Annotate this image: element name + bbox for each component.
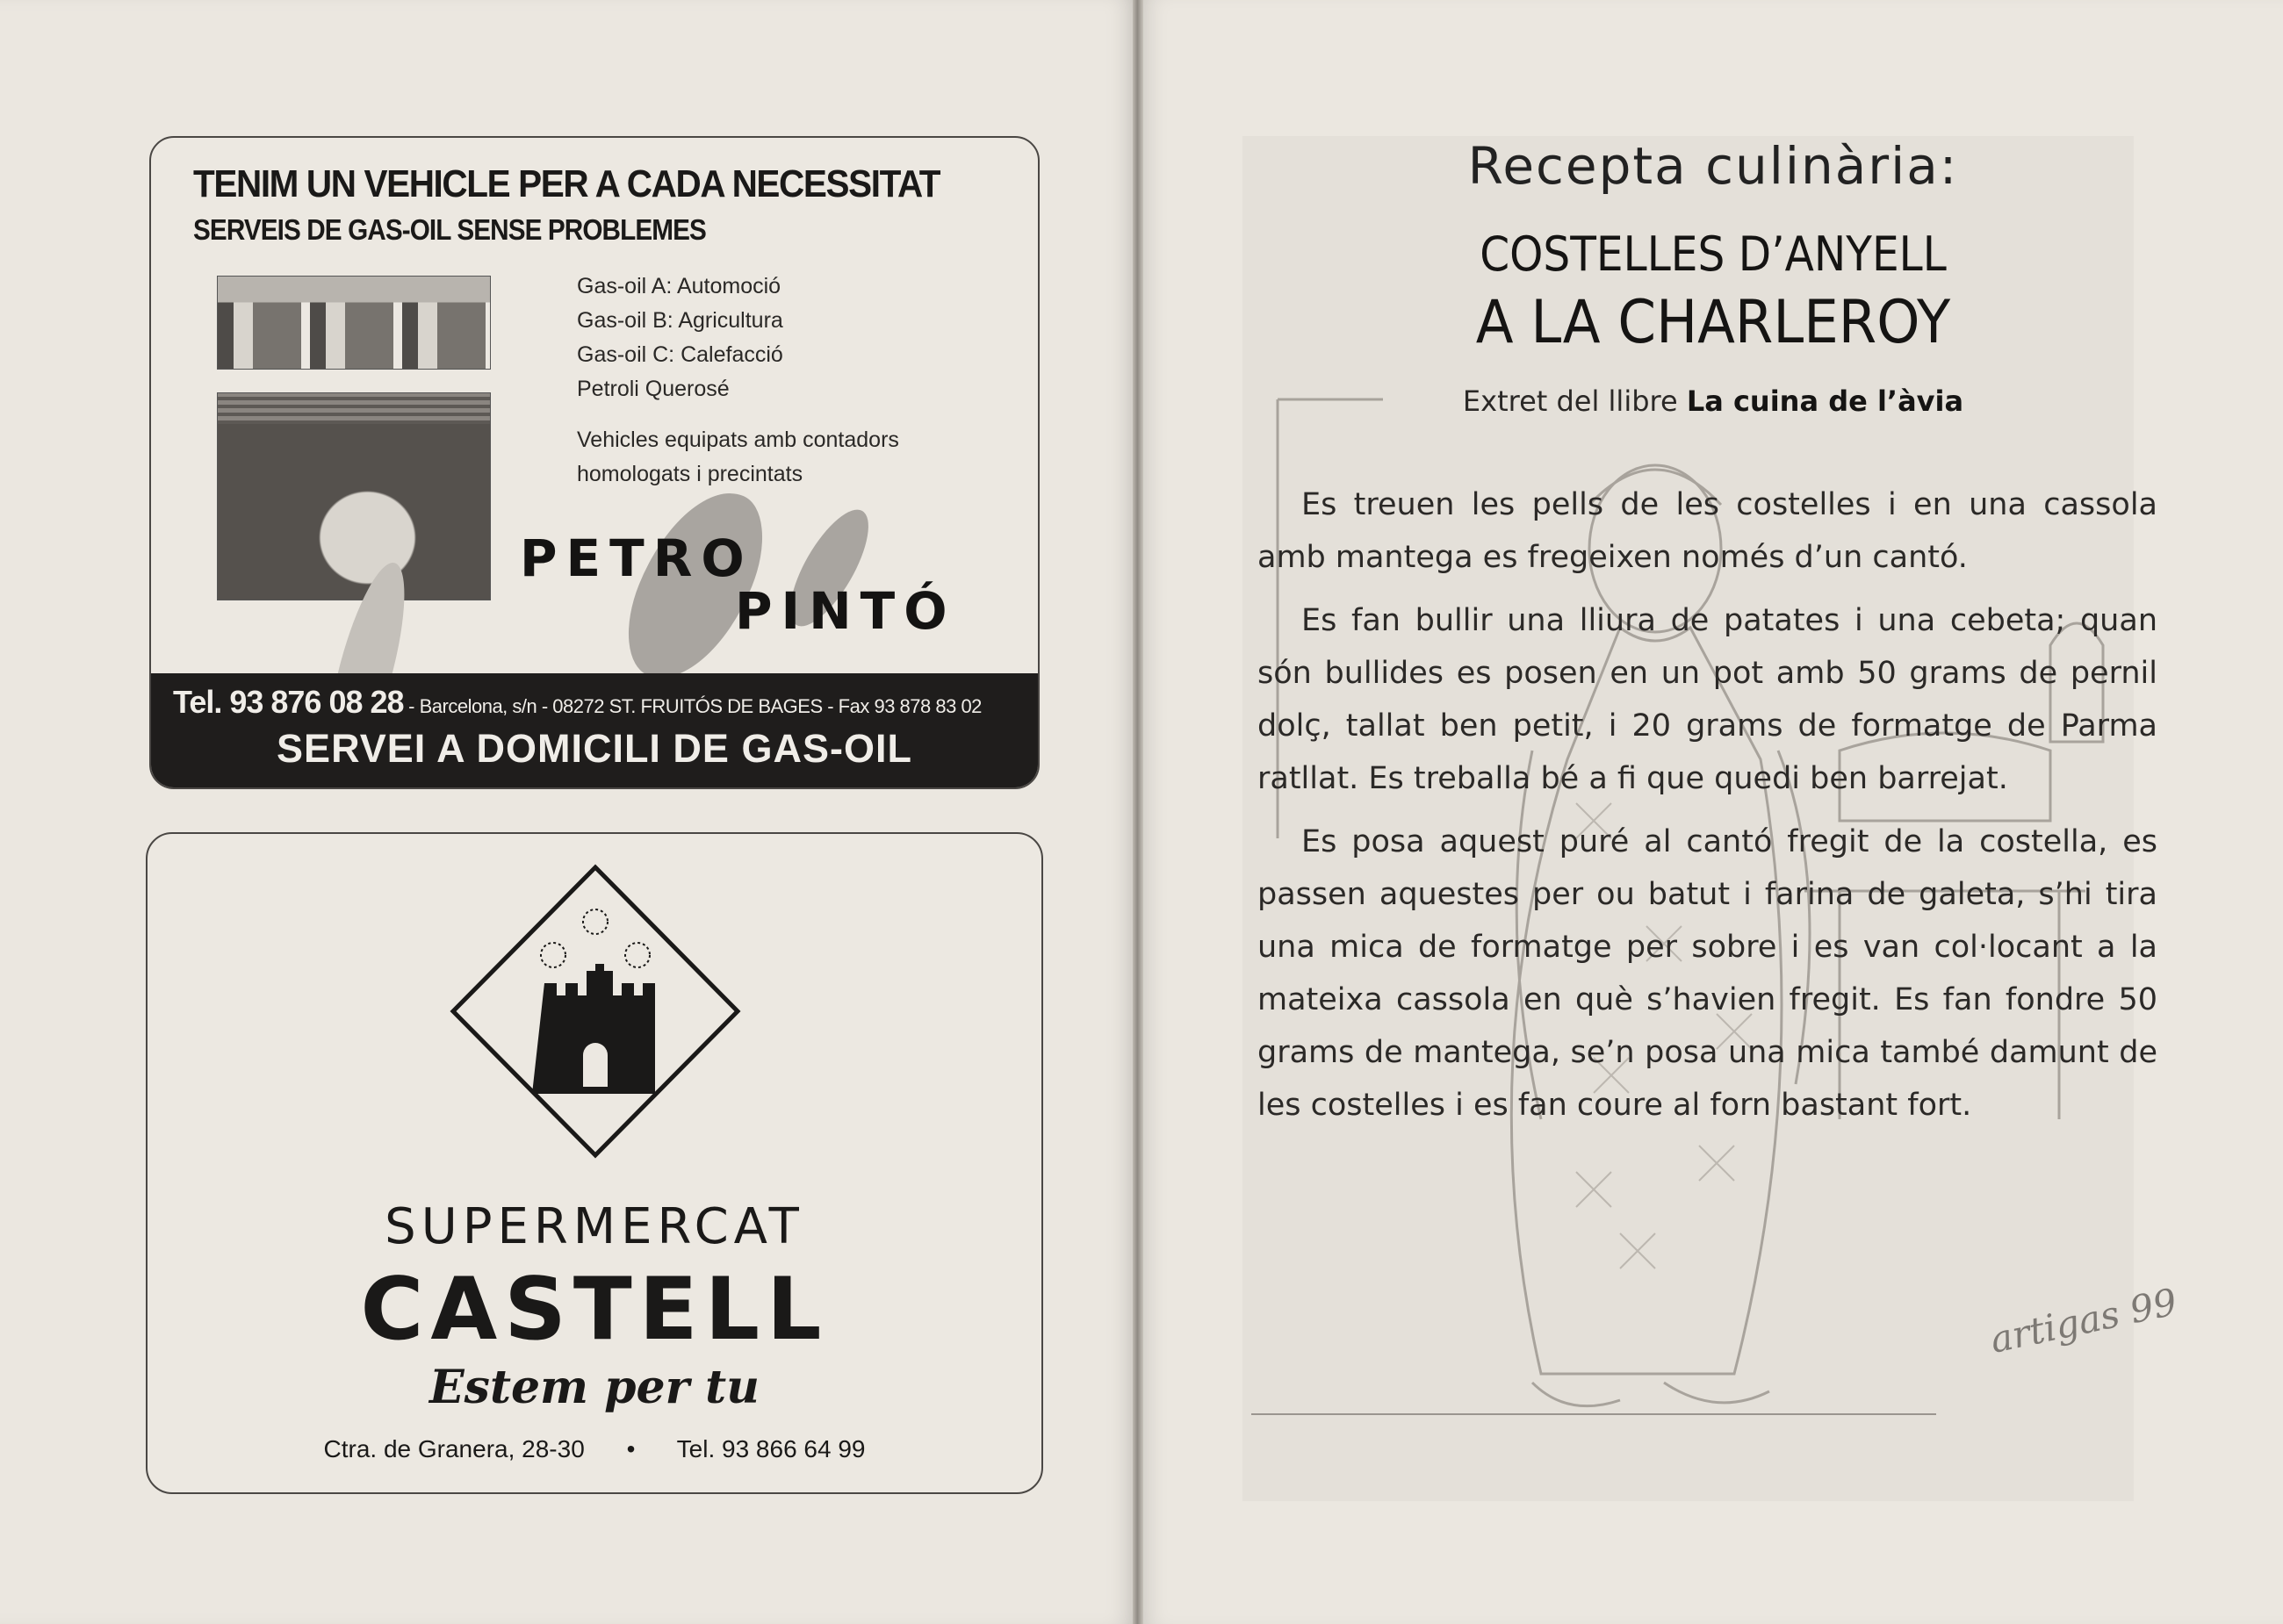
service-item: Petroli Querosé [577,377,730,401]
supermarket-title-line1: SUPERMERCAT [385,1198,804,1255]
logo-text-petro: PETRO [520,528,753,588]
services-list [577,269,783,406]
ad-subheading: SERVEIS DE GAS-OIL SENSE PROBLEMES [193,213,706,246]
recipe-kicker: Recepta culinària: [1467,136,1959,196]
source-prefix: Extret del llibre [1462,384,1678,418]
recipe-paragraph: Es treuen les pells de les costelles i en una cassola amb mantega es fregeixen només d’un cantó. [1257,487,2157,575]
trucks-photo [217,276,491,370]
supermarket-title-line2: CASTELL [360,1260,829,1360]
recipe-title-line1: COSTELLES D’ANYELL [1480,226,1947,282]
recipe-source [1143,384,2283,418]
castle-emblem-icon [446,860,745,1163]
recipe-paragraph: Es posa aquest puré al cantó fregit de la costella, es passen aquestes per ou batut i farina de galeta, s’hi tira una mica de formatge per sobre i es van col·locant a la mateixa cassola en què s’havien fregit. Es fan fondre 50 grams de mantega, se’n posa una mica també damunt de les costelles i es fan coure al forn bastant fort. [1257,824,2157,1123]
service-item: Gas-oil C: Calefacció [577,342,783,367]
service-item: Gas-oil A: Automoció [577,274,781,298]
recipe-title-line2: A LA CHARLEROY [1475,288,1951,357]
gasoil-advertisement [149,136,1040,789]
supermarket-contact [148,1435,1041,1463]
separator-dot: • [626,1435,636,1462]
contact-bar [151,673,1038,787]
supermarket-address: Ctra. de Granera, 28-30 [323,1435,585,1462]
phone-number: Tel. 93 876 08 28 [173,684,404,720]
ad-slogan: SERVEI A DOMICILI DE GAS-OIL [277,726,912,771]
illustrator-signature: artigas 99 [1986,1280,2181,1362]
supermarket-advertisement [146,832,1043,1494]
ad-heading: TENIM UN VEHICLE PER A CADA NECESSITAT [193,162,940,205]
supermarket-phone: Tel. 93 866 64 99 [676,1435,866,1462]
book-gutter [1133,0,1143,1624]
supermarket-slogan: Estem per tu [429,1361,760,1414]
equipment-note: Vehicles equipats amb contadors homologats i precintats [577,428,899,486]
logo-text-pinto: PINTÓ [735,581,956,641]
recipe-paragraph: Es fan bullir una lliura de patates i una cebeta; quan són bullides es posen en un pot amb 50 grams de pernil dolç, tallat ben petit, i 20 grams de formatge de Parma ratllat. Es treballa bé a fi que quedi ben barrejat. [1257,603,2157,796]
contact-line [173,684,982,721]
illustration-rule [1251,1413,1936,1415]
source-book-title: La cuina de l’àvia [1686,384,1964,418]
address-text: - Barcelona, s/n - 08272 ST. FRUITÓS DE BAGES - Fax 93 878 83 02 [408,695,982,717]
service-item: Gas-oil B: Agricultura [577,308,783,333]
fuel-station-photo [217,392,491,600]
recipe-body [1257,478,2157,1142]
